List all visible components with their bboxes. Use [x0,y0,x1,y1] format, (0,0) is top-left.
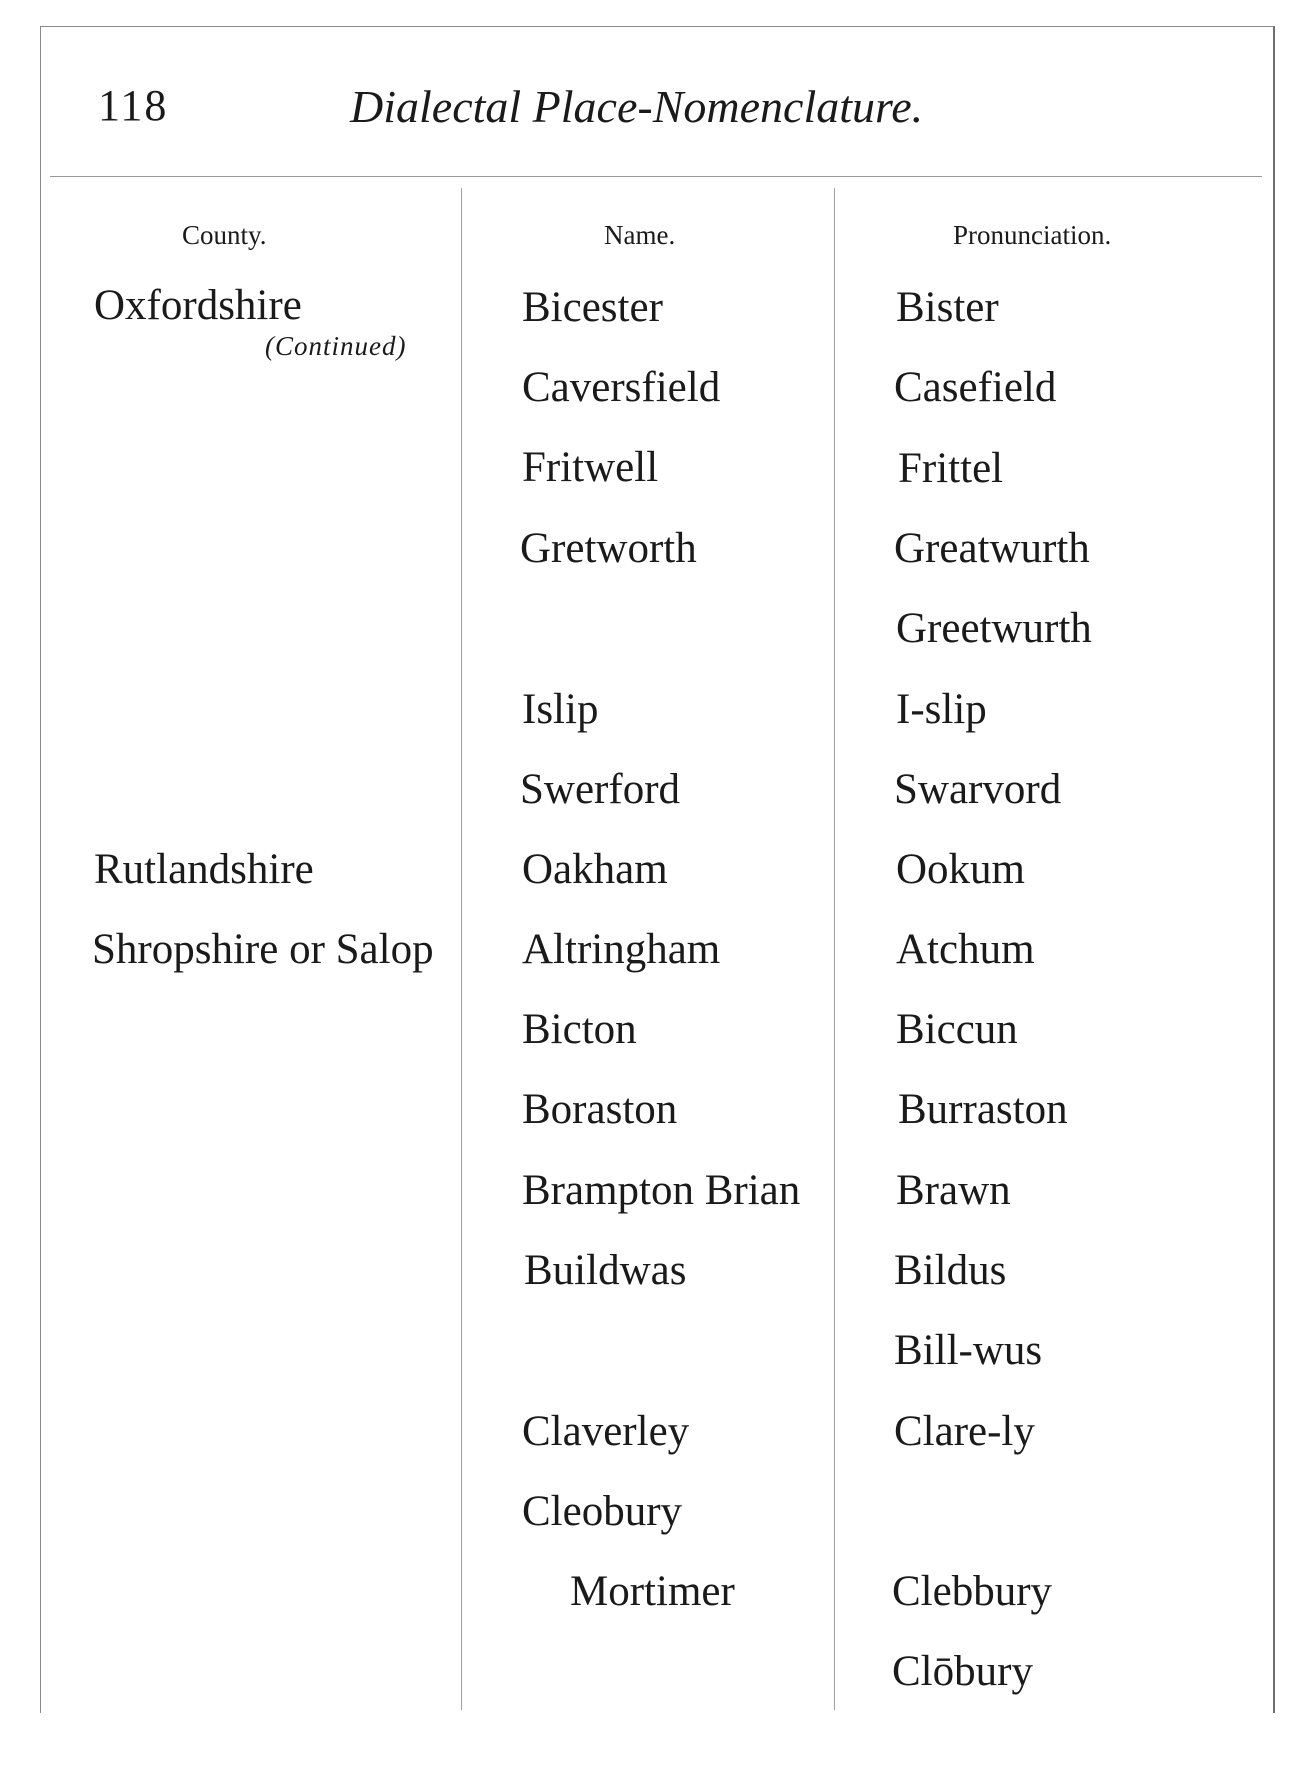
column-header-name: Name. [604,220,676,250]
name-entry: Caversfield [522,364,721,411]
name-entry: Gretworth [520,525,697,572]
name-entry: Oakham [522,846,668,893]
name-entry: Brampton Brian [522,1167,801,1214]
pronunciation-entry: Bill-wus [894,1327,1043,1374]
name-entry: Cleobury [522,1488,683,1535]
running-title: Dialectal Place-Nomenclature. [350,81,924,132]
pronunciation-entry: Ookum [896,846,1025,893]
pronunciation-entry: Greatwurth [894,525,1090,572]
name-entry: Bicester [522,284,663,331]
pronunciation-entry: I-slip [896,686,987,733]
pronunciation-entry: Clōbury [892,1648,1033,1695]
pronunciation-entry: Greetwurth [896,605,1092,652]
header-rule [50,176,1262,177]
county-entry: Shropshire or Salop [92,926,434,973]
pronunciation-entry: Brawn [896,1167,1011,1214]
name-entry: Swerford [520,766,681,813]
pronunciation-entry: Atchum [896,926,1035,973]
pronunciation-entry: Clare-ly [894,1408,1035,1455]
pronunciation-entry: Frittel [898,445,1004,492]
pronunciation-entry: Casefield [894,364,1057,411]
county-entry: Oxfordshire [94,282,302,329]
column-divider-right [834,188,835,1710]
pronunciation-entry: Clebbury [892,1568,1053,1615]
name-entry: Fritwell [522,444,659,491]
page-number: 118 [98,81,169,130]
pronunciation-entry: Swarvord [894,766,1062,813]
column-header-pronunciation: Pronunciation. [953,220,1112,250]
column-header-county: County. [182,220,267,250]
pronunciation-entry: Bildus [894,1247,1007,1294]
name-entry: Islip [522,686,599,733]
pronunciation-entry: Burraston [898,1086,1068,1133]
name-entry: Buildwas [524,1247,687,1294]
name-entry: Bicton [522,1006,637,1053]
name-entry: Mortimer [570,1568,735,1615]
pronunciation-entry: Biccun [896,1006,1018,1053]
name-entry: Claverley [522,1408,690,1455]
continued-note: (Continued) [265,331,407,361]
pronunciation-entry: Bister [896,284,999,331]
county-entry: Rutlandshire [94,846,314,893]
name-entry: Altringham [522,926,721,973]
name-entry: Boraston [522,1086,678,1133]
column-divider-left [461,188,462,1710]
